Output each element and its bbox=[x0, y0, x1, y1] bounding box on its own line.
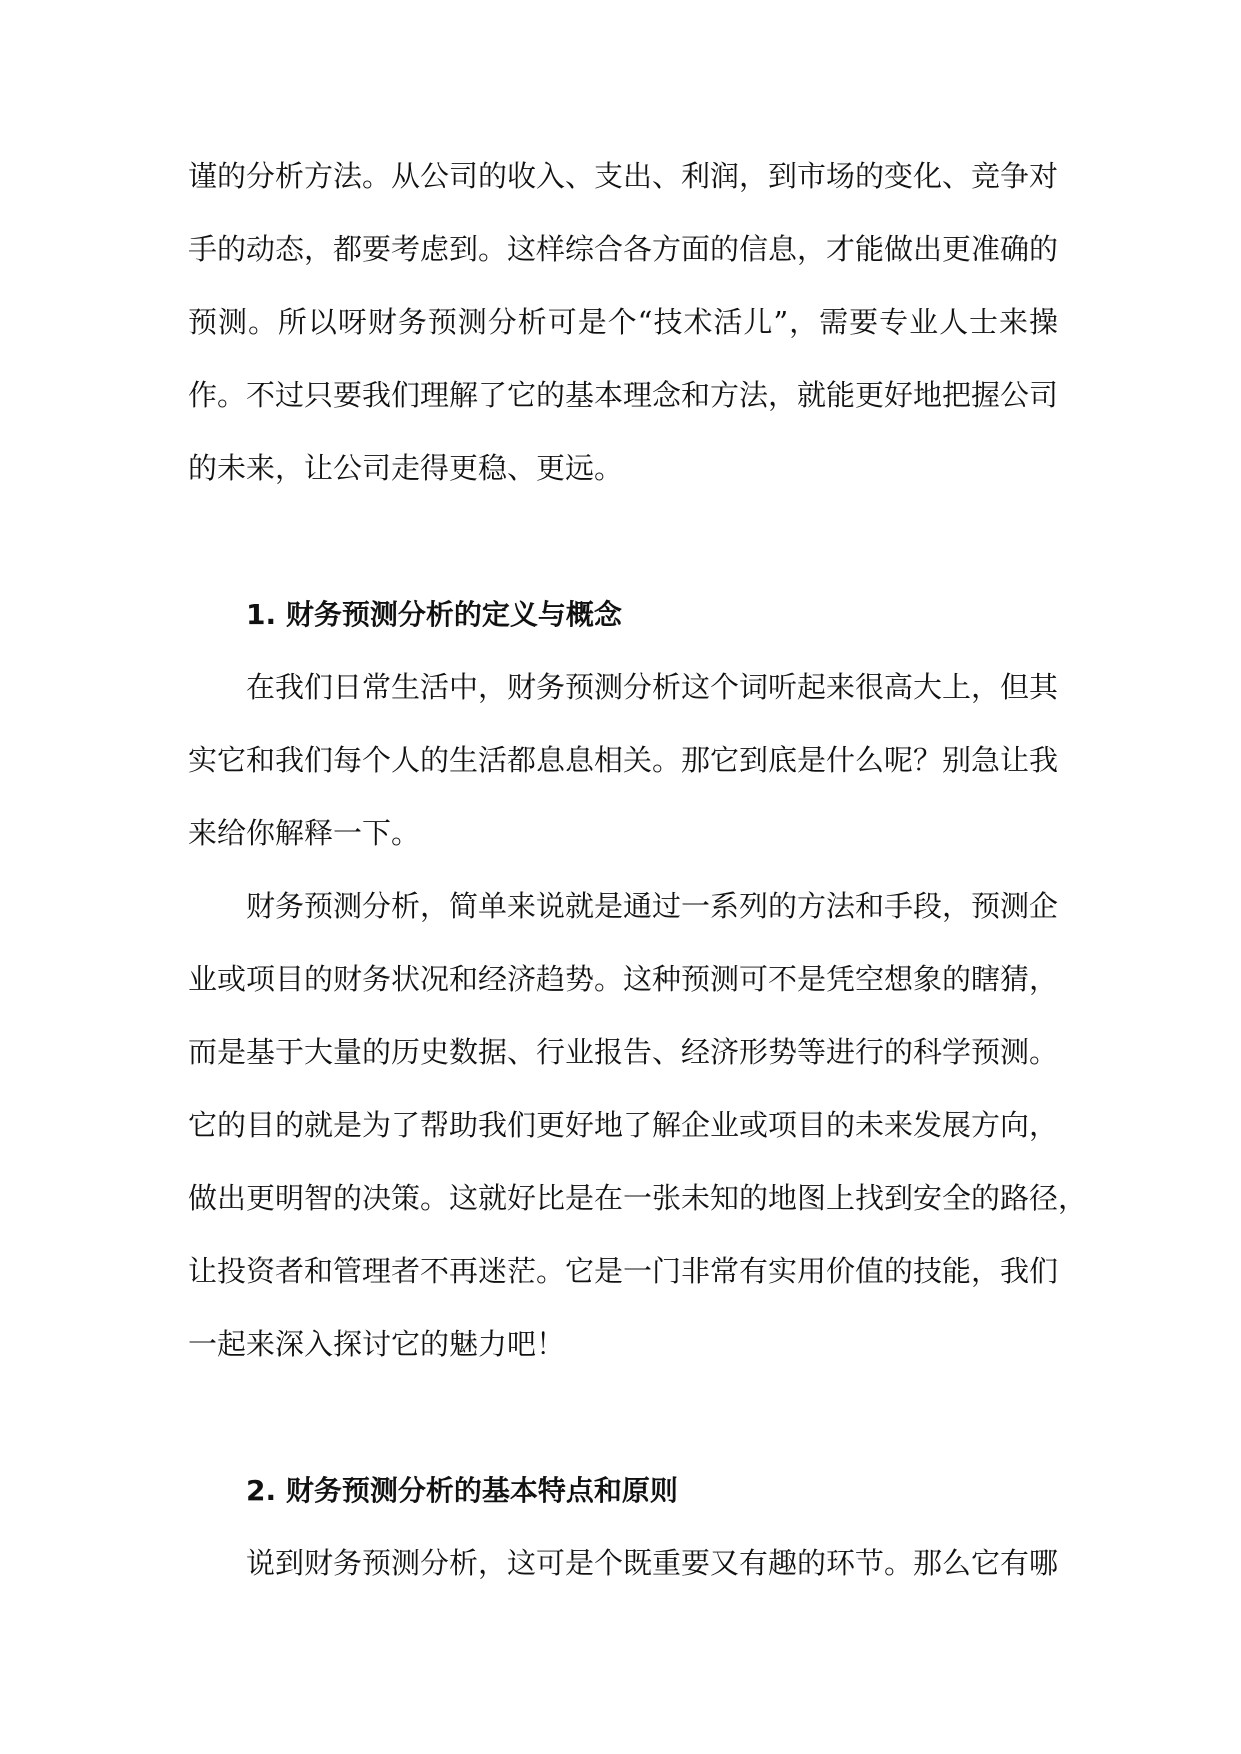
text-line: 而是基于大量的历史数据、行业报告、经济形势等进行的科学预测。 bbox=[188, 1035, 1059, 1069]
section1-paragraph-1 bbox=[188, 651, 1058, 870]
spacer bbox=[188, 505, 1058, 578]
section2-paragraph-1 bbox=[188, 1527, 1058, 1600]
text-line: 在我们日常生活中，财务预测分析这个词听起来很高大上，但其 bbox=[246, 670, 1059, 704]
text-line: 手的动态，都要考虑到。这样综合各方面的信息，才能做出更准确的 bbox=[188, 232, 1059, 266]
spacer bbox=[188, 1381, 1058, 1454]
text-line: 谨的分析方法。从公司的收入、支出、利润，到市场的变化、竞争对 bbox=[188, 159, 1059, 193]
text-line: 它的目的就是为了帮助我们更好地了解企业或项目的未来发展方向， bbox=[188, 1108, 1059, 1142]
document-body bbox=[188, 140, 1088, 1600]
section1-paragraph-2 bbox=[188, 870, 1088, 1381]
text-line: 业或项目的财务状况和经济趋势。这种预测可不是凭空想象的瞎猜， bbox=[188, 962, 1059, 996]
text-line: 财务预测分析，简单来说就是通过一系列的方法和手段，预测企 bbox=[246, 889, 1059, 923]
text-line: 预测。所以呀财务预测分析可是个“技术活儿”，需要专业人士来操 bbox=[188, 305, 1058, 339]
text-line: 做出更明智的决策。这就好比是在一张未知的地图上找到安全的路径， bbox=[188, 1181, 1088, 1215]
text-line: 来给你解释一下。 bbox=[188, 816, 421, 850]
text-line: 说到财务预测分析，这可是个既重要又有趣的环节。那么它有哪 bbox=[246, 1546, 1059, 1580]
section-heading-1: 1. 财务预测分析的定义与概念 bbox=[246, 598, 622, 631]
text-line: 让投资者和管理者不再迷茫。它是一门非常有实用价值的技能，我们 bbox=[188, 1254, 1059, 1288]
text-line: 作。不过只要我们理解了它的基本理念和方法，就能更好地把握公司 bbox=[188, 378, 1059, 412]
section-heading-2: 2. 财务预测分析的基本特点和原则 bbox=[246, 1474, 678, 1507]
text-line: 的未来，让公司走得更稳、更远。 bbox=[188, 451, 624, 485]
text-line: 实它和我们每个人的生活都息息相关。那它到底是什么呢？别急让我 bbox=[188, 743, 1059, 777]
text-line: 一起来深入探讨它的魅力吧！ bbox=[188, 1327, 566, 1361]
intro-paragraph bbox=[188, 140, 1058, 505]
